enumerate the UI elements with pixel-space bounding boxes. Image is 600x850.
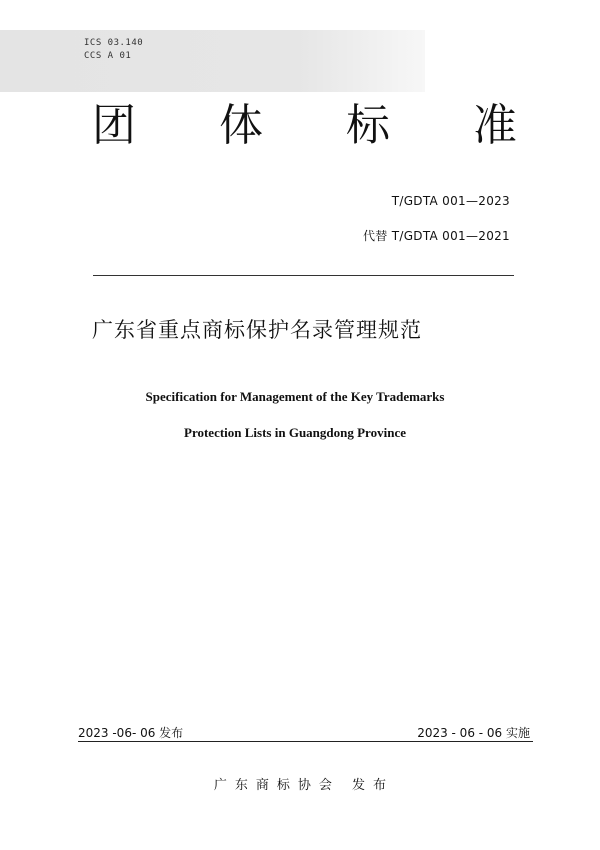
english-title-line-1: Specification for Management of the Key Trademarks	[145, 389, 445, 404]
implementation-date: 2023 - 06 - 06 实施	[417, 726, 530, 740]
standard-number: T/GDTA 001—2023	[391, 194, 510, 208]
title-char-2: 体	[219, 100, 263, 151]
title-char-3: 标	[346, 100, 390, 151]
title-char-4: 准	[473, 100, 517, 151]
english-title-line-2: Protection Lists in Guangdong Province	[184, 425, 406, 440]
issue-date: 2023 -06- 06 发布	[78, 726, 184, 740]
header-band	[0, 30, 425, 92]
bottom-divider	[78, 741, 533, 742]
top-divider	[93, 275, 514, 276]
ccs-code: CCS A 01	[84, 51, 132, 61]
publisher: 广东商标协会 发布	[213, 778, 395, 793]
ics-code: ICS 03.140	[84, 38, 144, 48]
chinese-title: 广东省重点商标保护名录管理规范	[92, 318, 422, 342]
title-char-1: 团	[92, 100, 136, 151]
replaces-standard: 代替 T/GDTA 001—2021	[363, 229, 510, 243]
document-type-title	[92, 98, 517, 154]
